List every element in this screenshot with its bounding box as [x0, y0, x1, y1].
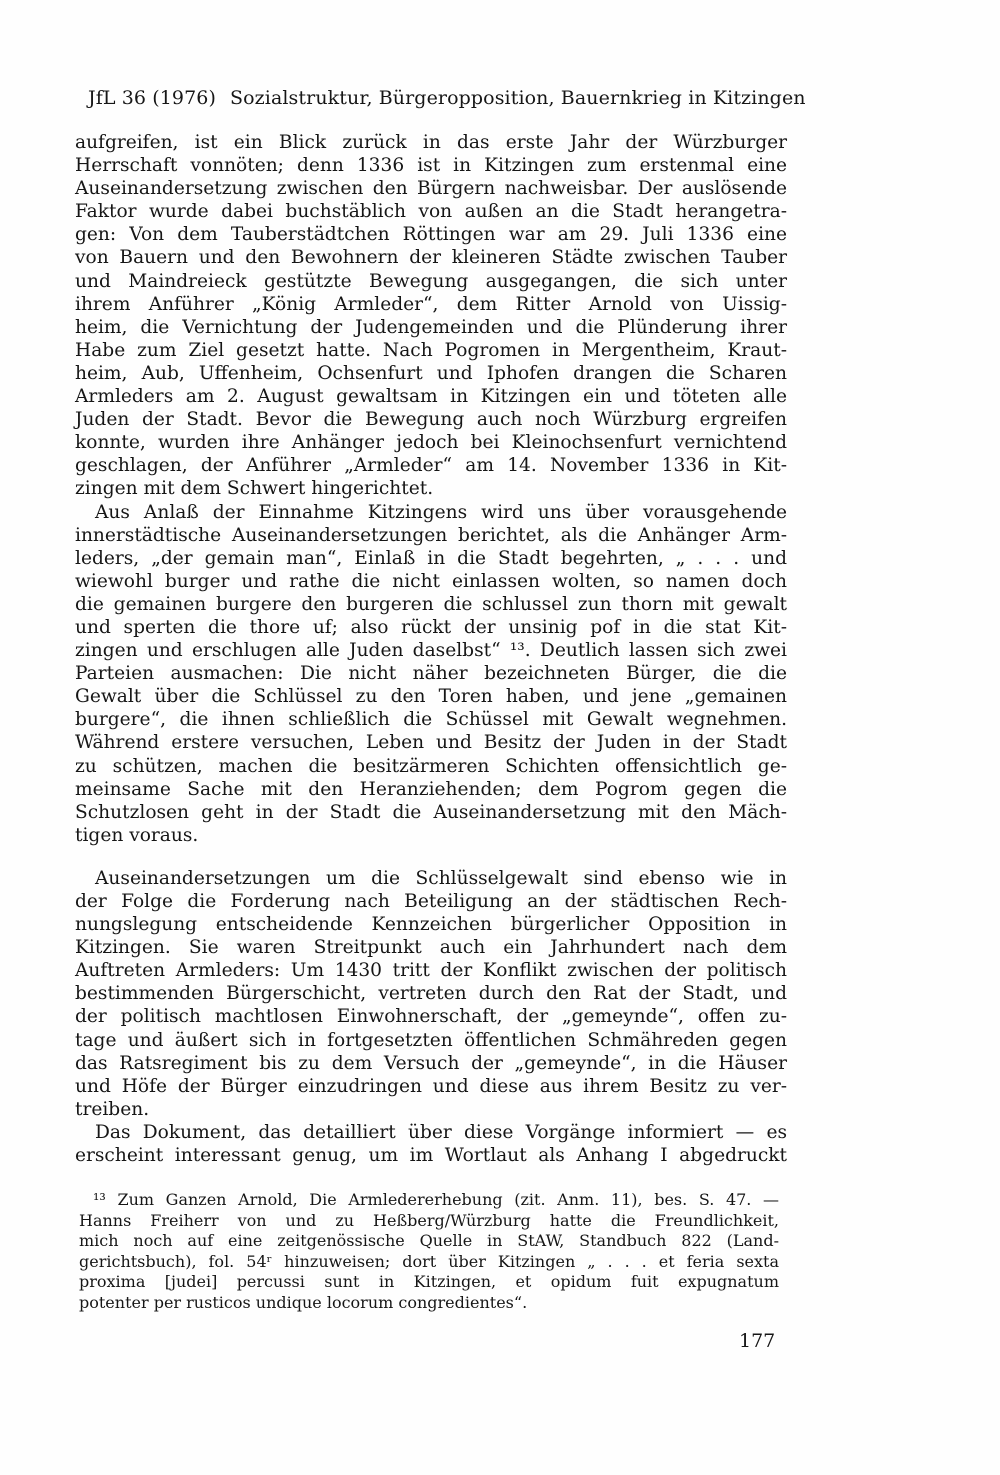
paragraph-spacer: [75, 847, 787, 867]
paragraph: [75, 501, 787, 847]
footnote-13: [79, 1190, 779, 1313]
text-line: burgere“, die ihnen schließlich die Schüssel mit Gewalt wegnehmen.: [75, 709, 787, 731]
text-line: Kitzingen. Sie waren Streitpunkt auch ein Jahrhundert nach dem: [75, 937, 787, 959]
text-line: treiben.: [75, 1098, 150, 1120]
text-line: Habe zum Ziel gesetzt hatte. Nach Pogromen in Mergentheim, Kraut-: [75, 339, 787, 361]
footnote-line: ¹³ Zum Ganzen Arnold, Die Armledererhebung (zit. Anm. 11), bes. S. 47. —: [93, 1190, 779, 1209]
text-line: geschlagen, der Anführer „Armleder“ am 14. November 1336 in Kit-: [75, 455, 787, 477]
text-line: Auseinandersetzung zwischen den Bürgern nachweisbar. Der auslösende: [75, 178, 787, 200]
text-line: Schutzlosen geht in der Stadt die Auseinandersetzung mit den Mäch-: [75, 801, 787, 823]
text-line: zingen mit dem Schwert hingerichtet.: [75, 478, 434, 500]
footnote-line: mich noch auf eine zeitgenössische Quelle in StAW, Standbuch 822 (Land-: [79, 1231, 779, 1250]
text-line: zu schützen, machen die besitzärmeren Schichten offensichtlich ge-: [75, 755, 787, 777]
text-line: Parteien ausmachen: Die nicht näher bezeichneten Bürger, die die: [75, 663, 787, 685]
text-line: heim, Aub, Uffenheim, Ochsenfurt und Iphofen drangen die Scharen: [75, 362, 787, 384]
text-line: aufgreifen, ist ein Blick zurück in das erste Jahr der Würzburger: [75, 132, 787, 153]
text-line: Das Dokument, das detailliert über diese Vorgänge informiert — es: [95, 1121, 787, 1143]
text-line: der politisch machtlosen Einwohnerschaft, der „gemeynde“, offen zu-: [75, 1006, 787, 1028]
text-line: und Maindreieck gestützte Bewegung ausgegangen, die sich unter: [75, 270, 787, 292]
footnote-line: gerichtsbuch), fol. 54ʳ hinzuweisen; dort über Kitzingen „ . . . et feria sexta: [79, 1251, 779, 1271]
text-line: das Ratsregiment bis zu dem Versuch der „gemeynde“, in die Häuser: [75, 1052, 787, 1074]
text-line: zingen und erschlugen alle Juden daselbst“ ¹³. Deutlich lassen sich zwei: [75, 640, 787, 662]
text-line: und Höfe der Bürger einzudringen und diese aus ihrem Besitz zu ver-: [75, 1075, 787, 1097]
text-line: und sperten die thore uf; also rückt der unsinig pof in die stat Kit-: [75, 616, 787, 638]
page-number: 177: [739, 1330, 776, 1352]
running-header: [88, 86, 806, 110]
text-line: Auftreten Armleders: Um 1430 tritt der Konflikt zwischen der politisch: [75, 960, 787, 982]
paragraph: [75, 131, 787, 501]
text-line: konnte, wurden ihre Anhänger jedoch bei Kleinochsenfurt vernichtend: [75, 432, 787, 454]
text-line: gen: Von dem Tauberstädtchen Röttingen war am 29. Juli 1336 eine: [75, 224, 787, 246]
text-line: wiewohl burger und rathe die nicht einlassen wolten, so namen doch: [75, 570, 787, 592]
text-line: Während erstere versuchen, Leben und Besitz der Juden in der Stadt: [75, 732, 787, 754]
text-line: tigen voraus.: [75, 824, 199, 846]
paragraph: [75, 1121, 787, 1167]
text-line: von Bauern und den Bewohnern der kleineren Städte zwischen Tauber: [75, 247, 787, 269]
footnote-line: potenter per rusticos undique locorum congredientes“.: [79, 1292, 528, 1312]
main-text: [75, 131, 787, 1167]
text-line: heim, die Vernichtung der Judengemeinden und die Plünderung ihrer: [75, 316, 787, 338]
text-line: Juden der Stadt. Bevor die Bewegung auch noch Würzburg ergreifen: [75, 409, 787, 431]
text-line: ihrem Anführer „König Armleder“, dem Ritter Arnold von Uissig-: [75, 293, 787, 315]
text-line: erscheint interessant genug, um im Wortlaut als Anhang I abgedruckt: [75, 1145, 787, 1167]
footnote-line: proxima [judei] percussi sunt in Kitzingen, et opidum fuit expugnatum: [79, 1272, 779, 1291]
text-line: nungslegung entscheidende Kennzeichen bürgerlicher Opposition in: [75, 914, 787, 936]
text-line: die gemainen burgere den burgeren die schlussel zun thorn mit gewalt: [75, 593, 787, 615]
running-title: Sozialstruktur, Bürgeropposition, Bauernkrieg in Kitzingen: [230, 87, 806, 109]
text-line: leders, „der gemain man“, Einlaß in die Stadt begehrten, „ . . . und: [75, 547, 787, 569]
text-line: Aus Anlaß der Einnahme Kitzingens wird uns über vorausgehende: [95, 501, 787, 523]
journal-volume: JfL 36 (1976): [88, 87, 217, 109]
text-line: Armleders am 2. August gewaltsam in Kitzingen ein und töteten alle: [75, 386, 787, 408]
text-line: Faktor wurde dabei buchstäblich von außen an die Stadt herangetra-: [75, 201, 787, 223]
text-line: Herrschaft vonnöten; denn 1336 ist in Kitzingen zum erstenmal eine: [75, 155, 787, 177]
text-line: bestimmenden Bürgerschicht, vertreten durch den Rat der Stadt, und: [75, 983, 787, 1005]
text-line: Gewalt über die Schlüssel zu den Toren haben, und jene „gemainen: [75, 686, 787, 708]
text-line: der Folge die Forderung nach Beteiligung an der städtischen Rech-: [75, 891, 787, 912]
text-line: meinsame Sache mit den Heranziehenden; dem Pogrom gegen die: [75, 778, 787, 800]
text-line: tage und äußert sich in fortgesetzten öffentlichen Schmähreden gegen: [75, 1029, 787, 1051]
text-line: Auseinandersetzungen um die Schlüsselgewalt sind ebenso wie in: [95, 867, 787, 889]
paragraph: [75, 867, 787, 1121]
text-line: innerstädtische Auseinandersetzungen berichtet, als die Anhänger Arm-: [75, 524, 787, 546]
footnote-line: Hanns Freiherr von und zu Heßberg/Würzburg hatte die Freundlichkeit,: [79, 1210, 779, 1230]
